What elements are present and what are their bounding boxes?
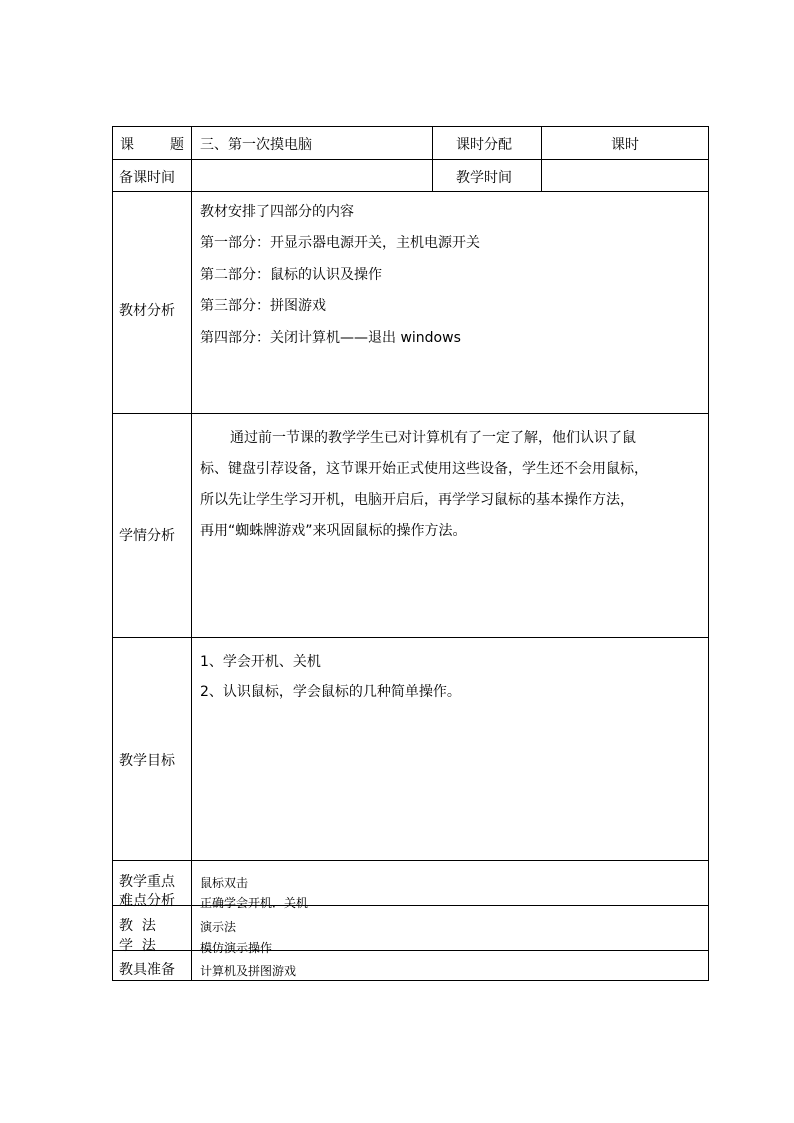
table-border-right — [708, 126, 709, 981]
teaching-method-value: 演示法 — [200, 920, 237, 934]
goal-item: 1、学会开机、关机 — [200, 654, 321, 670]
label-title-char-2: 题 — [170, 137, 184, 153]
row-divider — [112, 191, 709, 192]
row-divider — [112, 860, 709, 861]
student-line: 所以先让学生学习开机，电脑开启后，再学学习鼠标的基本操作方法， — [200, 492, 634, 508]
label-teach-time: 教学时间 — [456, 170, 512, 186]
header-column-divider — [432, 126, 433, 192]
goal-item: 2、认识鼠标，学会鼠标的几种简单操作。 — [200, 684, 461, 700]
key-point-value: 鼠标双击 — [200, 876, 249, 890]
teaching-tools-value: 计算机及拼图游戏 — [200, 964, 297, 978]
student-line: 再用“蜘蛛牌游戏”来巩固鼠标的操作方法。 — [200, 523, 467, 539]
difficulty-value: 正确学会开机．关机 — [200, 896, 309, 910]
class-allocation-value: 课时 — [611, 137, 639, 153]
label-learning-method: 学 法 — [119, 938, 156, 954]
label-column-divider — [191, 126, 192, 981]
student-line: 标、键盘引荐设备，这节课开始正式使用这些设备，学生还不会用鼠标， — [200, 461, 648, 477]
label-student-analysis: 学情分析 — [119, 528, 175, 544]
label-difficulty-analysis: 难点分析 — [119, 893, 175, 909]
label-title-char-1: 课 — [120, 137, 134, 153]
material-line: 教材安排了四部分的内容 — [200, 204, 354, 220]
row-divider — [112, 413, 709, 414]
label-key-points: 教学重点 — [119, 874, 175, 890]
material-line: 第二部分：鼠标的认识及操作 — [200, 267, 382, 283]
material-line: 第三部分：拼图游戏 — [200, 298, 326, 314]
table-border-left — [112, 126, 113, 981]
row-divider — [112, 159, 709, 160]
label-class-allocation: 课时分配 — [456, 137, 512, 153]
label-teaching-tools: 教具准备 — [119, 962, 175, 978]
table-border-bottom — [112, 980, 709, 981]
row-divider — [112, 637, 709, 638]
table-border-top — [112, 126, 709, 127]
lesson-title: 三、第一次摸电脑 — [200, 137, 312, 153]
label-teaching-method: 教 法 — [119, 918, 156, 934]
label-prep-time: 备课时间 — [119, 170, 175, 186]
label-material-analysis: 教材分析 — [119, 303, 175, 319]
learning-method-value: 模仿演示操作 — [200, 941, 273, 955]
label-teaching-goals: 教学目标 — [119, 753, 175, 769]
material-line: 第四部分：关闭计算机——退出 windows — [200, 330, 461, 346]
header-column-divider — [541, 126, 542, 192]
student-line: 通过前一节课的教学学生已对计算机有了一定了解，他们认识了鼠 — [230, 430, 636, 446]
material-line: 第一部分：开显示器电源开关，主机电源开关 — [200, 235, 480, 251]
